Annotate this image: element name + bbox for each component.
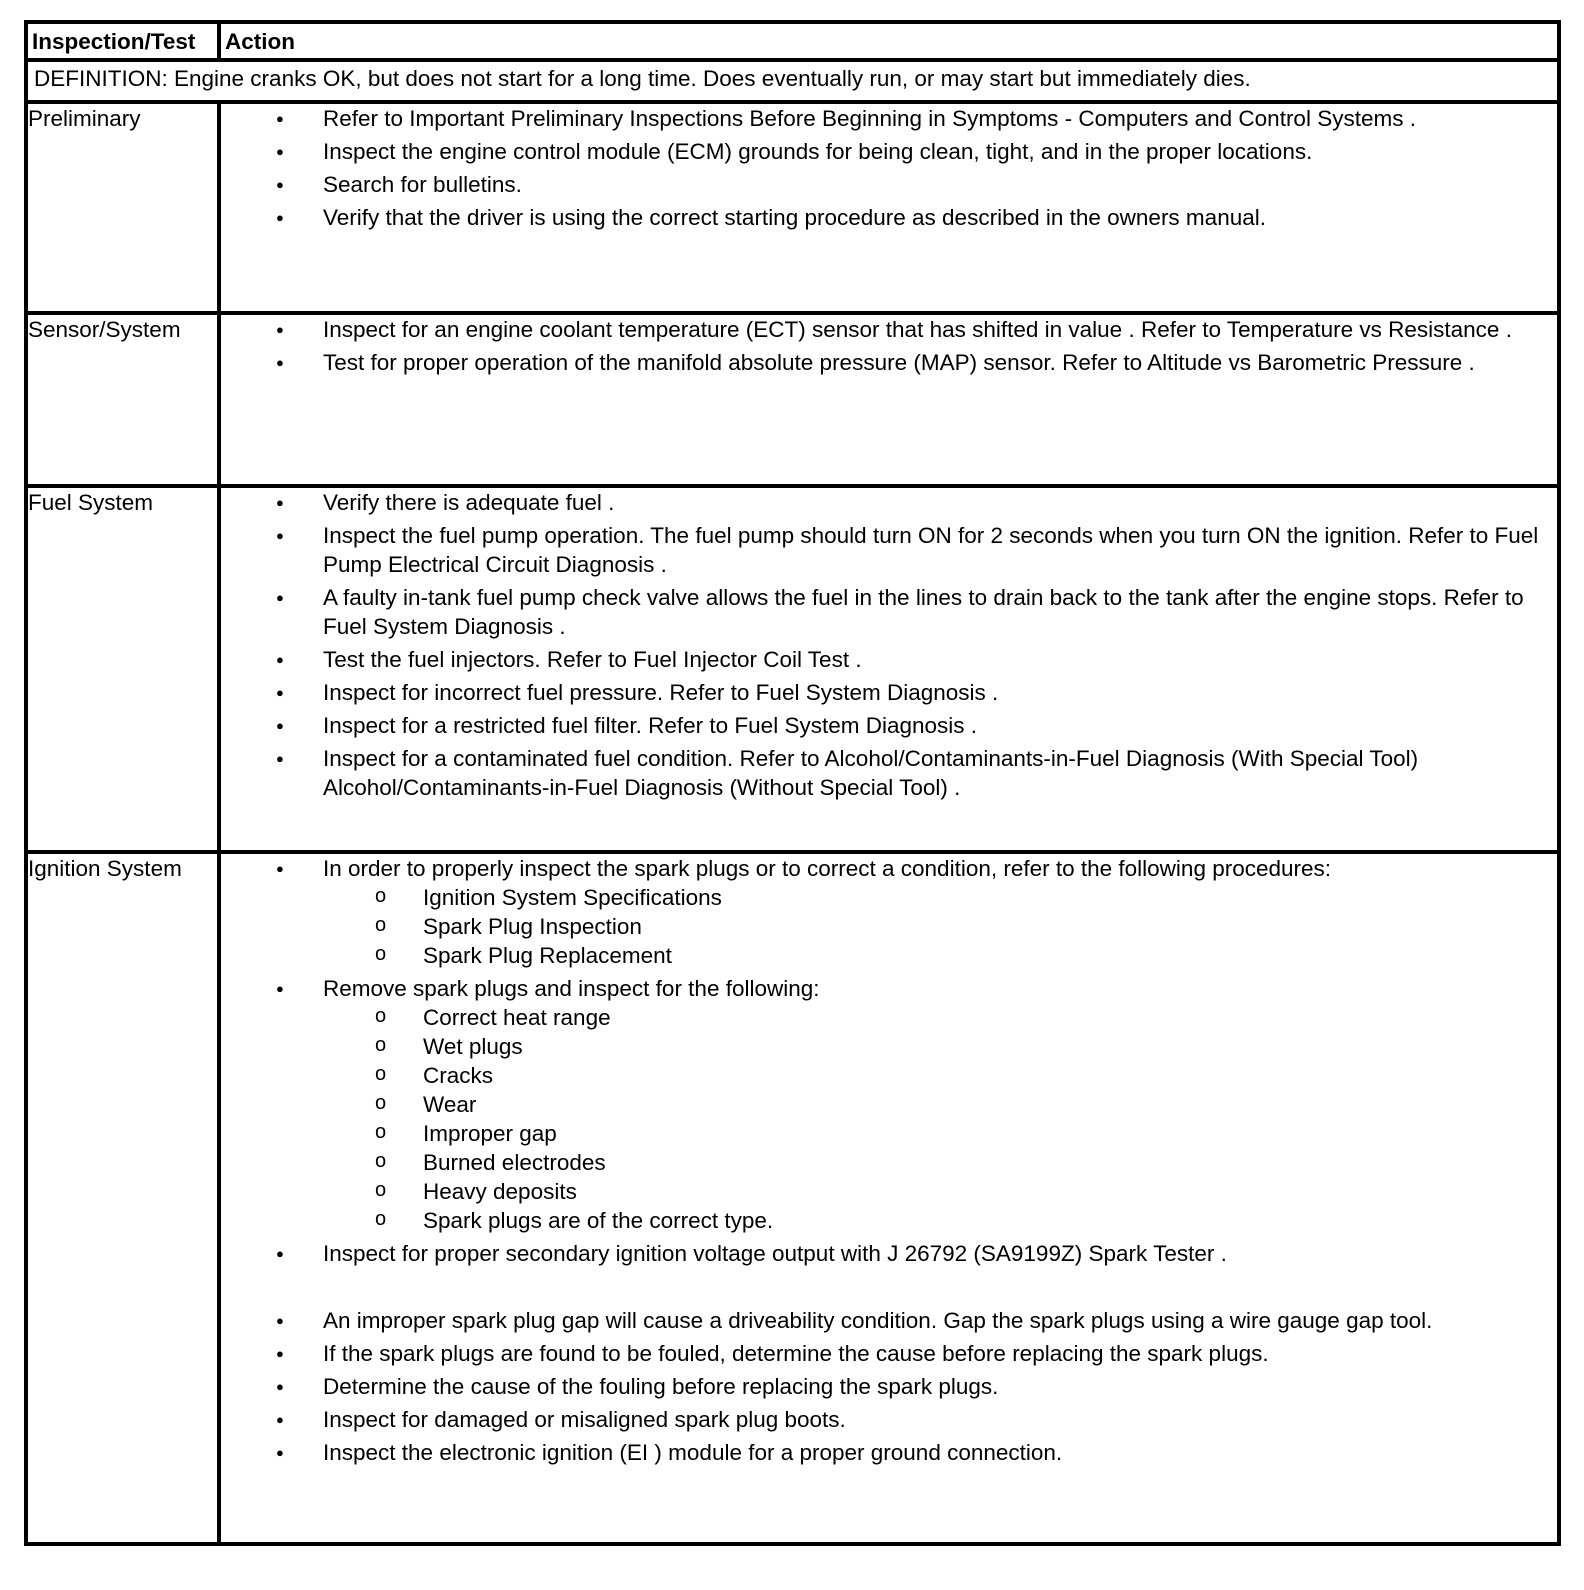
- action-cell: [219, 486, 1559, 852]
- action-item: ● Inspect for an engine coolant temperature (ECT) sensor that has shifted in value . Refer to Temperature vs Resistance .: [221, 315, 1557, 344]
- column-header-inspection: Inspection/Test: [26, 22, 219, 60]
- definition-text: DEFINITION: Engine cranks OK, but does not start for a long time. Does eventually run, or may start but immediately dies.: [26, 60, 1559, 102]
- section-label: Fuel System: [26, 486, 219, 852]
- sub-item: o Spark Plug Replacement: [323, 941, 1557, 970]
- action-item: ● If the spark plugs are found to be fouled, determine the cause before replacing the spark plugs.: [221, 1339, 1557, 1368]
- action-item: ● Test the fuel injectors. Refer to Fuel Injector Coil Test .: [221, 645, 1557, 674]
- sub-item: o Burned electrodes: [323, 1148, 1557, 1177]
- section-row-fuel-system: [26, 486, 1559, 852]
- action-item: ● Inspect for incorrect fuel pressure. Refer to Fuel System Diagnosis .: [221, 678, 1557, 707]
- action-cell: [219, 852, 1559, 1544]
- action-item: ● Inspect the engine control module (ECM) grounds for being clean, tight, and in the proper locations.: [221, 137, 1557, 166]
- sub-list: [323, 1003, 1557, 1235]
- sub-item: o Ignition System Specifications: [323, 883, 1557, 912]
- action-cell: [219, 102, 1559, 313]
- definition-row: [26, 60, 1559, 102]
- action-item: ● A faulty in-tank fuel pump check valve allows the fuel in the lines to drain back to the tank after the engine stops. Refer to Fuel System Diagnosis .: [221, 583, 1557, 641]
- header-row: [26, 22, 1559, 60]
- action-item: ● Determine the cause of the fouling before replacing the spark plugs.: [221, 1372, 1557, 1401]
- action-item: ● Inspect for a restricted fuel filter. Refer to Fuel System Diagnosis .: [221, 711, 1557, 740]
- sub-item: o Heavy deposits: [323, 1177, 1557, 1206]
- action-list: [221, 104, 1557, 232]
- sub-item: o Spark Plug Inspection: [323, 912, 1557, 941]
- action-list: [221, 854, 1557, 1467]
- action-item: ● Refer to Important Preliminary Inspections Before Beginning in Symptoms - Computers and Control Systems .: [221, 104, 1557, 133]
- action-item: ● Inspect the electronic ignition (EI ) module for a proper ground connection.: [221, 1438, 1557, 1467]
- section-row-ignition-system: [26, 852, 1559, 1544]
- action-item: [221, 854, 1557, 970]
- action-item: ● Inspect for damaged or misaligned spark plug boots.: [221, 1405, 1557, 1434]
- action-item: ● Test for proper operation of the manifold absolute pressure (MAP) sensor. Refer to Altitude vs Barometric Pressure .: [221, 348, 1557, 377]
- action-list: [221, 315, 1557, 377]
- action-item: ● An improper spark plug gap will cause a driveability condition. Gap the spark plugs using a wire gauge gap tool.: [221, 1306, 1557, 1335]
- action-item: ● Inspect for proper secondary ignition voltage output with J 26792 (SA9199Z) Spark Tester .: [221, 1239, 1557, 1268]
- action-item: ● Verify that the driver is using the correct starting procedure as described in the owners manual.: [221, 203, 1557, 232]
- sub-item: o Spark plugs are of the correct type.: [323, 1206, 1557, 1235]
- action-cell: [219, 313, 1559, 486]
- sub-item: o Correct heat range: [323, 1003, 1557, 1032]
- section-label: Ignition System: [26, 852, 219, 1544]
- diagnostic-table: [24, 20, 1561, 1546]
- action-item-text: Remove spark plugs and inspect for the following:: [323, 976, 820, 1001]
- action-item-text: In order to properly inspect the spark plugs or to correct a condition, refer to the following procedures:: [323, 856, 1332, 881]
- action-item: ● Search for bulletins.: [221, 170, 1557, 199]
- section-label: Preliminary: [26, 102, 219, 313]
- action-item: ● Inspect the fuel pump operation. The fuel pump should turn ON for 2 seconds when you turn ON the ignition. Refer to Fuel Pump Electrical Circuit Diagnosis .: [221, 521, 1557, 579]
- sub-item: o Wear: [323, 1090, 1557, 1119]
- sub-item: o Cracks: [323, 1061, 1557, 1090]
- section-label: Sensor/System: [26, 313, 219, 486]
- section-row-sensor-system: [26, 313, 1559, 486]
- action-list: [221, 488, 1557, 802]
- section-row-preliminary: [26, 102, 1559, 313]
- sub-item: o Wet plugs: [323, 1032, 1557, 1061]
- sub-item: o Improper gap: [323, 1119, 1557, 1148]
- action-item: [221, 974, 1557, 1235]
- sub-list: [323, 883, 1557, 970]
- action-item: ● Verify there is adequate fuel .: [221, 488, 1557, 517]
- action-item: ● Inspect for a contaminated fuel condition. Refer to Alcohol/Contaminants-in-Fuel Diagnosis (With Special Tool) Alcohol/Contaminants-in-Fuel Diagnosis (Without Special Tool) .: [221, 744, 1557, 802]
- column-header-action: Action: [219, 22, 1559, 60]
